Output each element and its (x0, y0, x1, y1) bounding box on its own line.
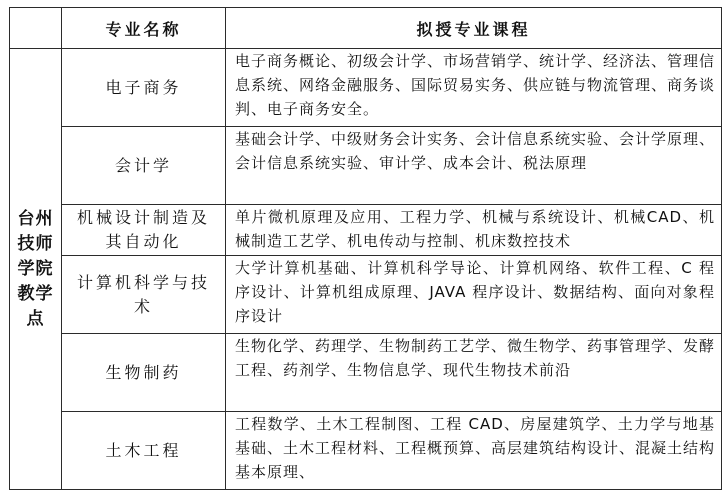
header-site-cell (10, 8, 62, 49)
major-name: 生物制药 (62, 334, 226, 412)
course-list: 单片微机原理及应用、工程力学、机械与系统设计、机械CAD、机械制造工艺学、机电传动与控制、机床数控技术 (226, 205, 722, 256)
major-name: 电子商务 (62, 49, 226, 127)
major-name: 土木工程 (62, 412, 226, 490)
table-header-row (10, 8, 722, 49)
header-courses: 拟授专业课程 (226, 8, 722, 49)
course-list: 大学计算机基础、计算机科学导论、计算机网络、软件工程、C 程序设计、计算机组成原理、JAVA 程序设计、数据结构、面向对象程序设计 (226, 256, 722, 334)
teaching-site-text: 台州技师学院教学点 (17, 208, 54, 329)
teaching-site-label (10, 49, 62, 490)
course-table (9, 7, 722, 490)
course-list: 工程数学、土木工程制图、工程 CAD、房屋建筑学、土力学与地基基础、土木工程材料、工程概预算、高层建筑结构设计、混凝土结构基本原理、 (226, 412, 722, 490)
table-row (10, 256, 722, 334)
major-name: 会计学 (62, 127, 226, 205)
table-row (10, 334, 722, 412)
table-row (10, 127, 722, 205)
major-name: 机械设计制造及其自动化 (62, 205, 226, 256)
course-list: 生物化学、药理学、生物制药工艺学、微生物学、药事管理学、发酵工程、药剂学、生物信息学、现代生物技术前沿 (226, 334, 722, 412)
major-name: 计算机科学与技术 (62, 256, 226, 334)
header-major-name: 专业名称 (62, 8, 226, 49)
course-list: 基础会计学、中级财务会计实务、会计信息系统实验、会计学原理、会计信息系统实验、审计学、成本会计、税法原理 (226, 127, 722, 205)
table-row (10, 412, 722, 490)
course-table-container (9, 7, 722, 490)
course-list: 电子商务概论、初级会计学、市场营销学、统计学、经济法、管理信息系统、网络金融服务、国际贸易实务、供应链与物流管理、商务谈判、电子商务安全。 (226, 49, 722, 127)
table-row (10, 49, 722, 127)
table-row (10, 205, 722, 256)
